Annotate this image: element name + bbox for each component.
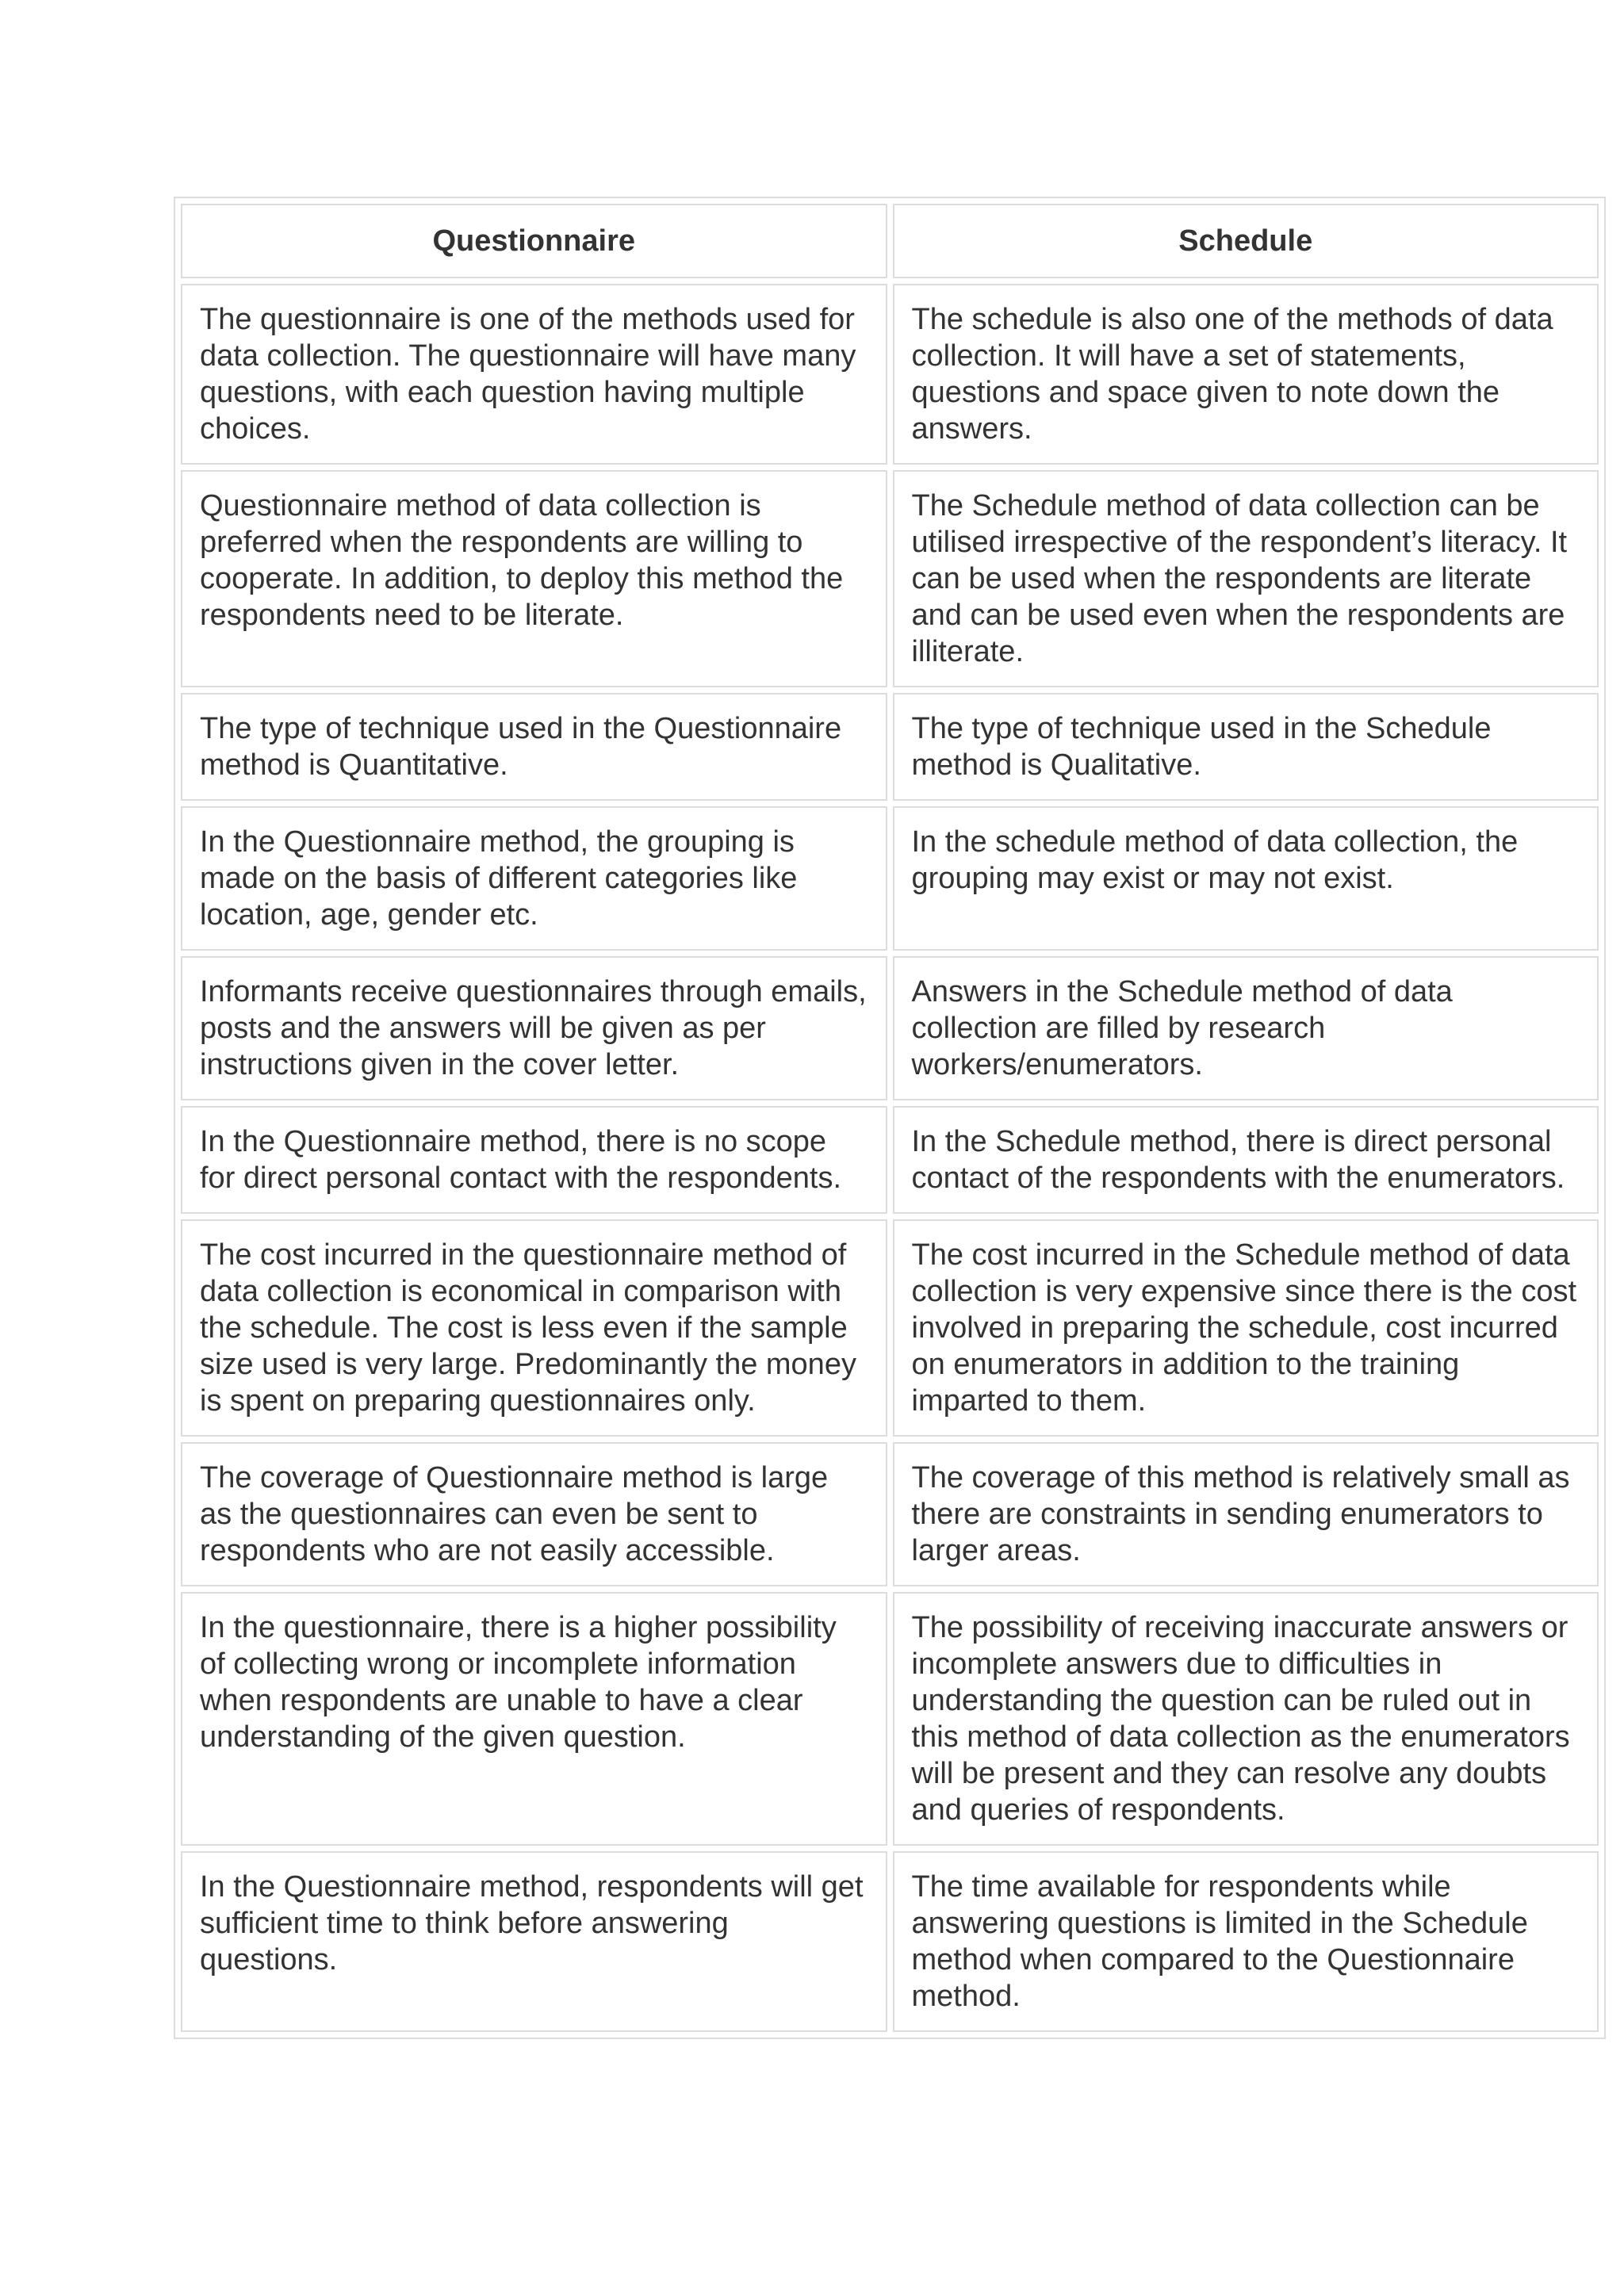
questionnaire-cell: The coverage of Questionnaire method is large as the questionnaires can even be sent to respondents who are not easily accessible. <box>181 1442 887 1586</box>
header-schedule: Schedule <box>893 204 1599 278</box>
schedule-cell: Answers in the Schedule method of data collection are filled by research workers/enumerators. <box>893 956 1599 1100</box>
questionnaire-cell: The cost incurred in the questionnaire method of data collection is economical in comparison with the schedule. The cost is less even if the sample size used is very large. Predominantly the money is spent on preparing questionnaires only. <box>181 1219 887 1437</box>
schedule-cell: In the Schedule method, there is direct personal contact of the respondents with the enumerators. <box>893 1106 1599 1214</box>
table-row <box>181 1851 1599 2032</box>
questionnaire-cell: The type of technique used in the Questionnaire method is Quantitative. <box>181 693 887 801</box>
schedule-cell: The Schedule method of data collection can be utilised irrespective of the respondent’s literacy. It can be used when the respondents are literate and can be used even when the respondents are illiterate. <box>893 470 1599 687</box>
questionnaire-cell: In the questionnaire, there is a higher possibility of collecting wrong or incomplete information when respondents are unable to have a clear understanding of the given question. <box>181 1592 887 1846</box>
table-row <box>181 806 1599 951</box>
schedule-cell: The possibility of receiving inaccurate answers or incomplete answers due to difficulties in understanding the question can be ruled out in this method of data collection as the enumerators will be present and they can resolve any doubts and queries of respondents. <box>893 1592 1599 1846</box>
schedule-cell: The type of technique used in the Schedule method is Qualitative. <box>893 693 1599 801</box>
comparison-table <box>174 197 1606 2039</box>
schedule-cell: The cost incurred in the Schedule method of data collection is very expensive since there is the cost involved in preparing the schedule, cost incurred on enumerators in addition to the training imparted to them. <box>893 1219 1599 1437</box>
questionnaire-cell: Informants receive questionnaires through emails, posts and the answers will be given as per instructions given in the cover letter. <box>181 956 887 1100</box>
schedule-cell: The time available for respondents while answering questions is limited in the Schedule method when compared to the Questionnaire method. <box>893 1851 1599 2032</box>
questionnaire-cell: Questionnaire method of data collection is preferred when the respondents are willing to cooperate. In addition, to deploy this method the respondents need to be literate. <box>181 470 887 687</box>
table-header <box>181 204 1599 278</box>
schedule-cell: The schedule is also one of the methods of data collection. It will have a set of statements, questions and space given to note down the answers. <box>893 284 1599 465</box>
table-row <box>181 284 1599 465</box>
header-row <box>181 204 1599 278</box>
table-row <box>181 693 1599 801</box>
questionnaire-cell: In the Questionnaire method, there is no scope for direct personal contact with the respondents. <box>181 1106 887 1214</box>
table-row <box>181 1442 1599 1586</box>
schedule-cell: The coverage of this method is relatively small as there are constraints in sending enumerators to larger areas. <box>893 1442 1599 1586</box>
table-row <box>181 1592 1599 1846</box>
table-row <box>181 1219 1599 1437</box>
table-row <box>181 470 1599 687</box>
questionnaire-cell: In the Questionnaire method, the grouping is made on the basis of different categories like location, age, gender etc. <box>181 806 887 951</box>
table-row <box>181 956 1599 1100</box>
questionnaire-cell: The questionnaire is one of the methods used for data collection. The questionnaire will have many questions, with each question having multiple choices. <box>181 284 887 465</box>
schedule-cell: In the schedule method of data collection, the grouping may exist or may not exist. <box>893 806 1599 951</box>
table-body <box>181 284 1599 2032</box>
questionnaire-cell: In the Questionnaire method, respondents will get sufficient time to think before answering questions. <box>181 1851 887 2032</box>
table-row <box>181 1106 1599 1214</box>
header-questionnaire: Questionnaire <box>181 204 887 278</box>
